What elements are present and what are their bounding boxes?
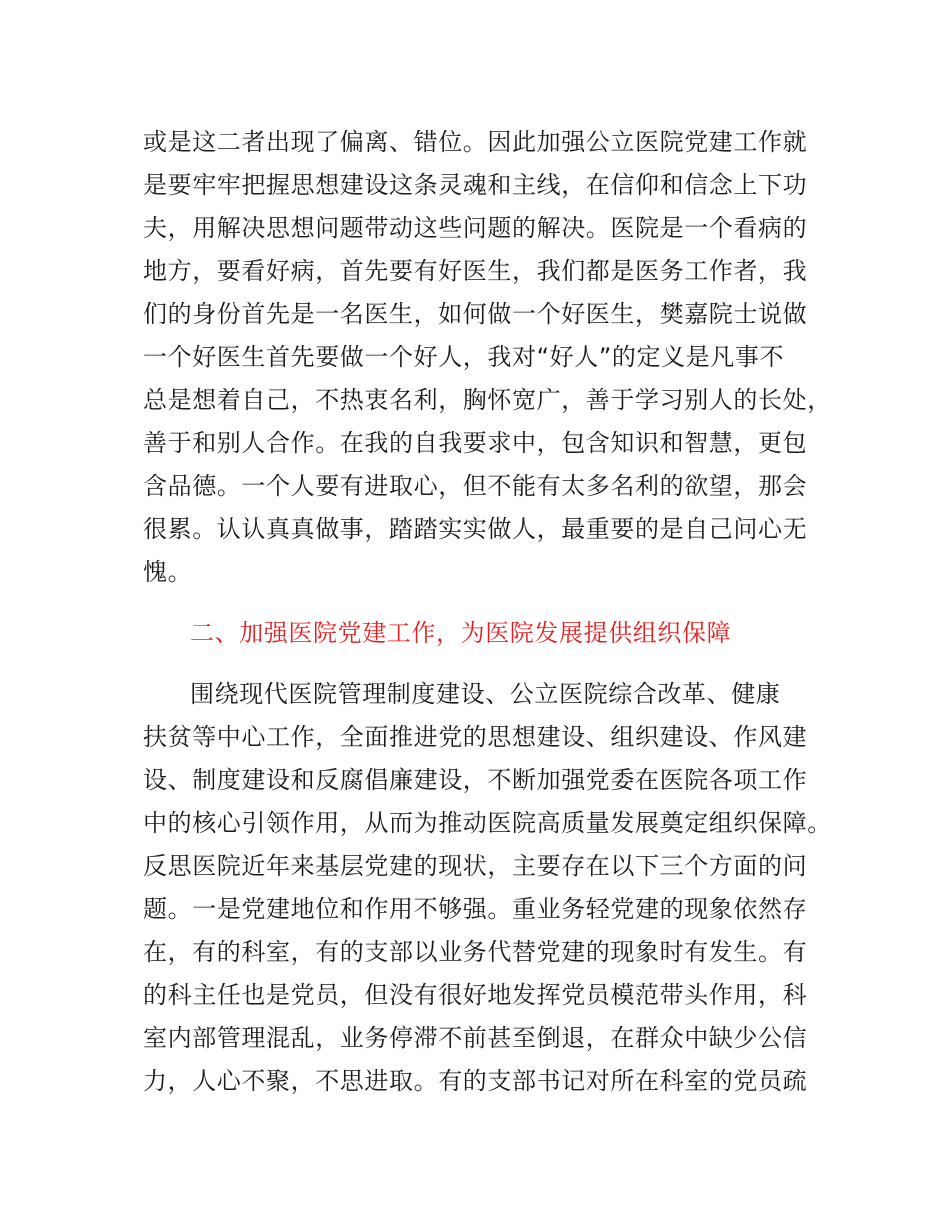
text-line: 地方，要看好病，首先要有好医生，我们都是医务工作者，我 bbox=[143, 257, 808, 285]
text-line: 含品德。一个人要有进取心，但不能有太多名利的欲望，那会 bbox=[143, 472, 808, 500]
text-line: 一个好医生首先要做一个好人，我对“好人”的定义是凡事不 bbox=[143, 343, 785, 371]
text-line: 力，人心不聚，不思进取。有的支部书记对所在科室的党员疏 bbox=[143, 1067, 808, 1095]
text-line: 在，有的科室，有的支部以业务代替党建的现象时有发生。有 bbox=[143, 938, 808, 966]
text-line: 的科主任也是党员，但没有很好地发挥党员模范带头作用，科 bbox=[143, 981, 808, 1009]
text-line: 反思医院近年来基层党建的现状，主要存在以下三个方面的问 bbox=[143, 852, 808, 880]
section-heading: 二、加强医院党建工作，为医院发展提供组织保障 bbox=[190, 619, 732, 647]
text-line: 总是想着自己，不热衷名利，胸怀宽广，善于学习别人的长处， bbox=[143, 386, 832, 414]
text-line: 们的身份首先是一名医生，如何做一个好医生，樊嘉院士说做 bbox=[143, 300, 808, 328]
text-line: 设、制度建设和反腐倡廉建设，不断加强党委在医院各项工作 bbox=[143, 766, 808, 794]
text-line: 扶贫等中心工作，全面推进党的思想建设、组织建设、作风建 bbox=[143, 723, 808, 751]
text-line: 或是这二者出现了偏离、错位。因此加强公立医院党建工作就 bbox=[143, 128, 808, 156]
text-line: 愧。 bbox=[143, 558, 193, 586]
text-line: 很累。认认真真做事，踏踏实实做人，最重要的是自己问心无 bbox=[143, 515, 808, 543]
text-line: 是要牢牢把握思想建设这条灵魂和主线，在信仰和信念上下功 bbox=[143, 171, 808, 199]
text-line: 夫，用解决思想问题带动这些问题的解决。医院是一个看病的 bbox=[143, 214, 808, 242]
text-line: 室内部管理混乱，业务停滞不前甚至倒退，在群众中缺少公信 bbox=[143, 1024, 808, 1052]
text-line: 善于和别人合作。在我的自我要求中，包含知识和智慧，更包 bbox=[143, 429, 808, 457]
text-line: 题。一是党建地位和作用不够强。重业务轻党建的现象依然存 bbox=[143, 895, 808, 923]
text-line: 中的核心引领作用，从而为推动医院高质量发展奠定组织保障。 bbox=[143, 809, 832, 837]
text-line: 围绕现代医院管理制度建设、公立医院综合改革、健康 bbox=[190, 680, 781, 708]
